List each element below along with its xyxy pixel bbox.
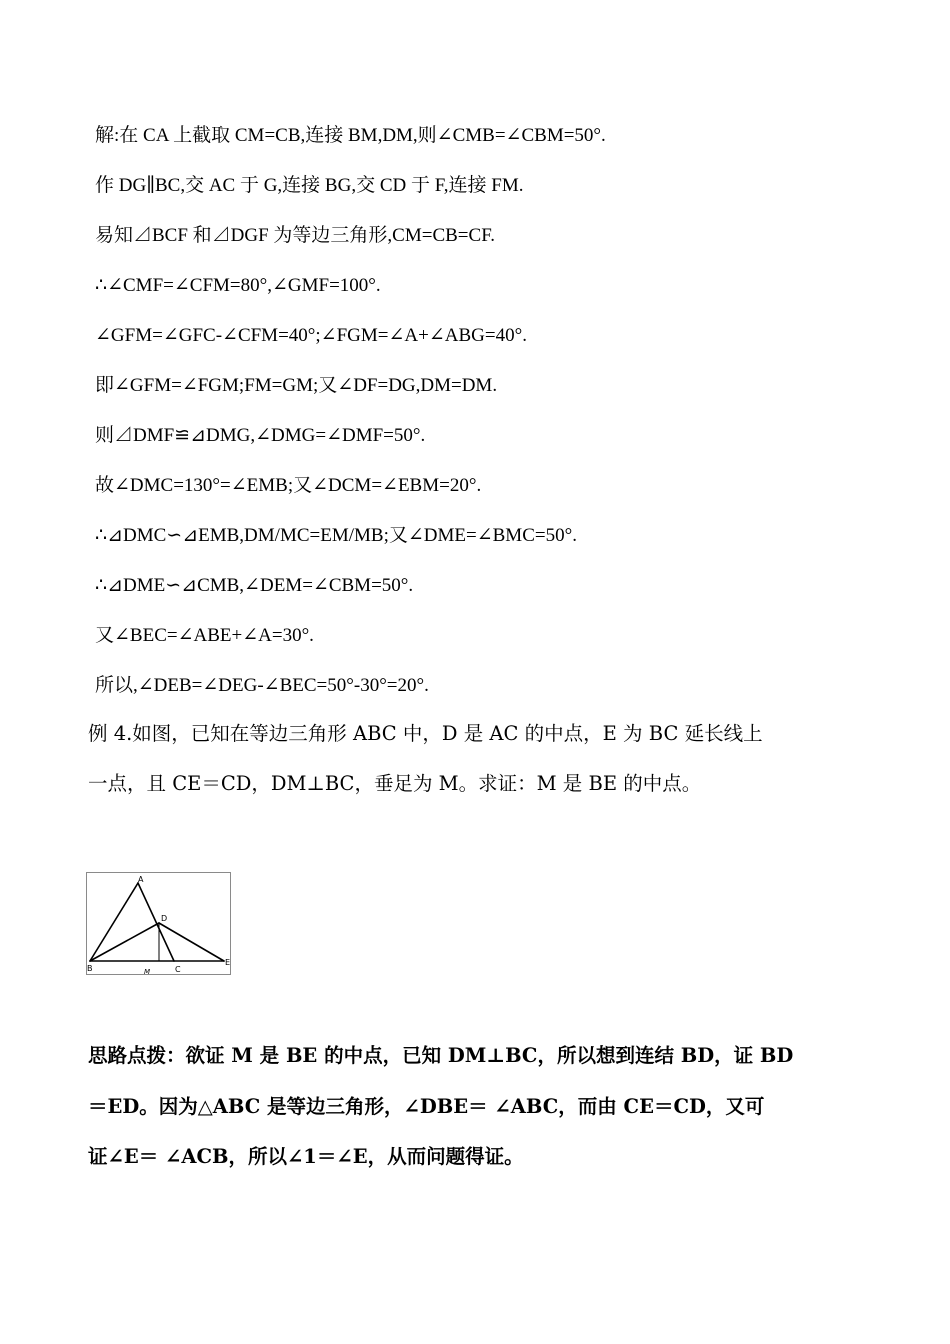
- hint-line-3: 证∠E＝ ∠ACB，所以∠1＝∠E，从而问题得证。: [88, 1145, 524, 1168]
- hint-line-2: ＝ED。因为△ABC 是等边三角形，∠DBE＝ ∠ABC，而由 CE＝CD，又可: [88, 1095, 765, 1118]
- triangle-diagram: [87, 873, 232, 976]
- solution-line-3: 易知⊿BCF 和⊿DGF 为等边三角形,CM=CB=CF.: [95, 225, 495, 246]
- solution-line-11: 又∠BEC=∠ABE+∠A=30°.: [95, 625, 314, 646]
- segment-bd: [90, 923, 159, 961]
- label-m: M: [144, 968, 151, 976]
- solution-line-9: ∴⊿DMC∽⊿EMB,DM/MC=EM/MB;又∠DME=∠BMC=50°.: [95, 525, 577, 546]
- label-e: E: [225, 958, 231, 967]
- example-statement-line-2: 一点，且 CE＝CD，DM⊥BC，垂足为 M。求证：M 是 BE 的中点。: [88, 772, 702, 795]
- solution-line-12: 所以,∠DEB=∠DEG-∠BEC=50°-30°=20°.: [95, 675, 429, 696]
- solution-line-10: ∴⊿DME∽⊿CMB,∠DEM=∠CBM=50°.: [95, 575, 414, 596]
- solution-line-2: 作 DG∥BC,交 AC 于 G,连接 BG,交 CD 于 F,连接 FM.: [95, 175, 524, 196]
- solution-line-7: 则⊿DMF≌⊿DMG,∠DMG=∠DMF=50°.: [95, 425, 426, 446]
- geometry-figure: [86, 872, 231, 975]
- solution-line-1: 解:在 CA 上截取 CM=CB,连接 BM,DM,则∠CMB=∠CBM=50°.: [95, 125, 606, 146]
- label-b: B: [87, 964, 93, 973]
- segment-de: [159, 923, 224, 961]
- label-a: A: [138, 875, 144, 884]
- hint-line-1: 思路点拨：欲证 M 是 BE 的中点，已知 DM⊥BC，所以想到连结 BD，证 BD: [88, 1044, 794, 1067]
- label-c: C: [175, 965, 181, 974]
- solution-line-5: ∠GFM=∠GFC-∠CFM=40°;∠FGM=∠A+∠ABG=40°.: [95, 325, 527, 346]
- solution-line-4: ∴∠CMF=∠CFM=80°,∠GMF=100°.: [95, 275, 381, 296]
- solution-line-6: 即∠GFM=∠FGM;FM=GM;又∠DF=DG,DM=DM.: [95, 375, 498, 396]
- label-d: D: [161, 914, 168, 923]
- side-ab: [90, 883, 138, 961]
- side-ac: [138, 883, 174, 961]
- solution-line-8: 故∠DMC=130°=∠EMB;又∠DCM=∠EBM=20°.: [95, 475, 482, 496]
- example-statement-line-1: 例 4.如图，已知在等边三角形 ABC 中，D 是 AC 的中点，E 为 BC 延长线上: [88, 722, 763, 745]
